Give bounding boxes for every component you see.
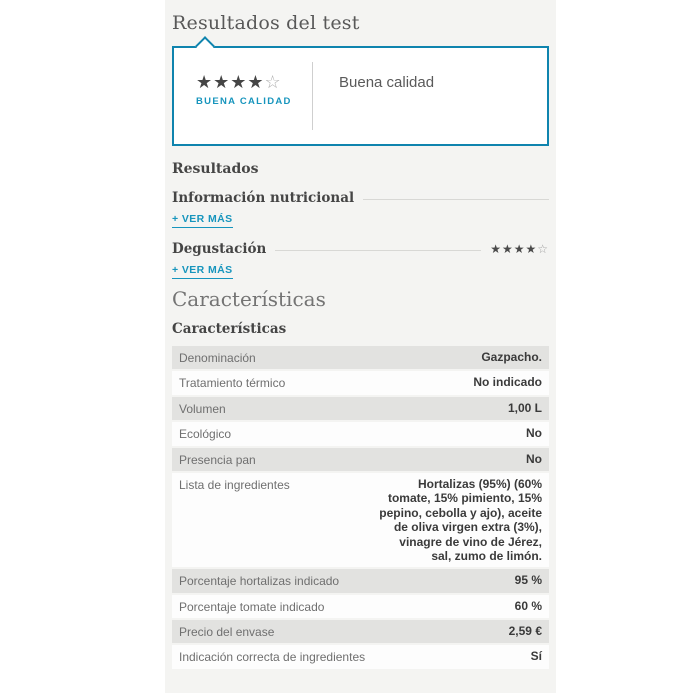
- table-row: [172, 397, 549, 420]
- section-tasting: [172, 241, 549, 257]
- row-value: No indicado: [473, 375, 542, 390]
- table-row: [172, 448, 549, 471]
- table-row: [172, 473, 549, 567]
- content-column: [165, 0, 556, 693]
- row-label: Porcentaje hortalizas indicado: [179, 574, 340, 589]
- section-tasting-label: Degustación: [172, 241, 267, 257]
- horizontal-rule: [275, 250, 481, 251]
- table-row: [172, 346, 549, 369]
- row-label: Indicación correcta de ingredientes: [179, 650, 366, 665]
- row-value: No: [526, 451, 542, 466]
- characteristics-table-heading: Características: [172, 321, 287, 337]
- row-label: Presencia pan: [179, 452, 256, 467]
- tasting-star-rating-icon: [490, 243, 549, 255]
- row-label: Porcentaje tomate indicado: [179, 599, 325, 614]
- section-nutrition: [172, 190, 549, 206]
- row-label: Volumen: [179, 401, 226, 416]
- star-rating-icon: [196, 73, 312, 91]
- stars-filled: ★★★★: [196, 72, 265, 92]
- nutrition-see-more-link[interactable]: + VER MÁS: [172, 213, 233, 228]
- overall-rating-box: [172, 46, 549, 146]
- table-row: [172, 620, 549, 643]
- table-row: [172, 371, 549, 394]
- row-value: 1,00 L: [507, 400, 542, 415]
- row-label: Denominación: [179, 351, 256, 365]
- row-label: Tratamiento térmico: [179, 376, 286, 391]
- results-heading: Resultados: [172, 161, 259, 177]
- tasting-see-more-link[interactable]: + VER MÁS: [172, 264, 233, 279]
- row-value: Hortalizas (95%) (60% tomate, 15% pimiento, 15% pepino, cebolla y ajo), aceite de oliva virgen extra (3%), vinagre de vino de Jérez, sal, zumo de limón.: [379, 476, 542, 563]
- quality-badge: BUENA CALIDAD: [196, 96, 292, 107]
- characteristics-heading: Características: [172, 287, 326, 311]
- stars-filled: ★★★★: [490, 242, 538, 256]
- characteristics-table: [172, 346, 549, 669]
- row-label: Lista de ingredientes: [179, 477, 290, 492]
- row-label: Ecológico: [179, 427, 232, 442]
- row-value: Sí: [530, 649, 542, 664]
- section-nutrition-label: Información nutricional: [172, 190, 355, 206]
- table-row: [172, 645, 549, 668]
- row-value: Gazpacho.: [481, 350, 542, 364]
- row-value: 2,59 €: [508, 624, 542, 639]
- table-row: [172, 569, 549, 592]
- row-value: 95 %: [514, 573, 542, 588]
- row-value: No: [526, 426, 542, 441]
- page-title: Resultados del test: [172, 12, 360, 34]
- horizontal-rule: [363, 199, 549, 200]
- row-label: Precio del envase: [179, 625, 275, 640]
- table-row: [172, 422, 549, 445]
- quality-text: Buena calidad: [339, 74, 435, 91]
- star-empty-icon: ☆: [264, 72, 282, 92]
- star-empty-icon: ☆: [537, 242, 549, 256]
- row-value: 60 %: [514, 598, 542, 613]
- table-row: [172, 595, 549, 618]
- rating-stars-block: [174, 48, 312, 144]
